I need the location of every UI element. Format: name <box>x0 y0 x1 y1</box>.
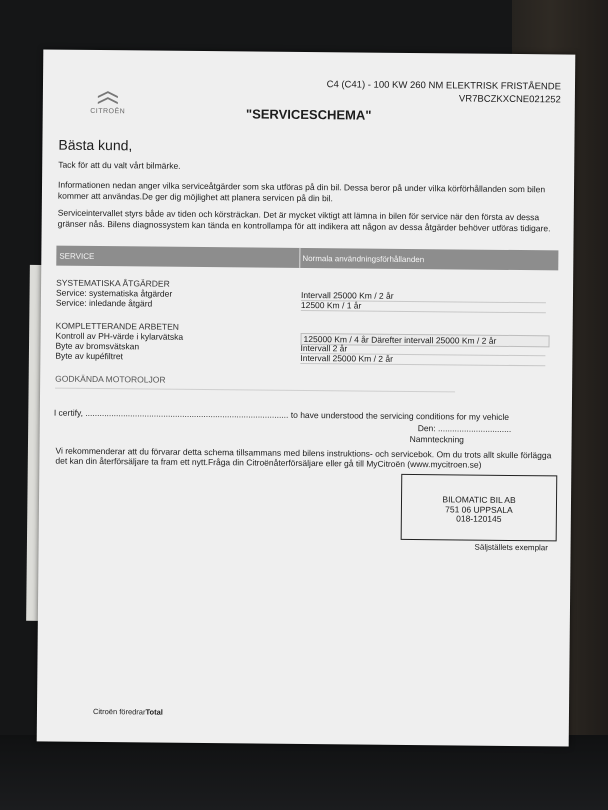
divider <box>55 388 455 393</box>
brand-name: CITROËN <box>90 107 126 116</box>
service-label: Kontroll av PH-värde i kylarvätska <box>55 330 184 342</box>
model-description: C4 (C41) - 100 KW 260 NM ELEKTRISK FRISTÅENDE <box>326 79 562 93</box>
footer-brand: Total <box>145 707 163 717</box>
footer-prefix: Citroën föredrar <box>92 706 146 717</box>
double-chevron-icon <box>96 88 120 106</box>
service-interval: Intervall 25000 Km / 2 år <box>301 290 546 303</box>
complementary-section <box>55 321 557 366</box>
header-service: SERVICE <box>59 251 95 261</box>
dealer-copy-label: Säljställets exemplar <box>474 542 548 553</box>
service-interval: Intervall 25000 Km / 2 år <box>300 353 545 366</box>
certify-statement: I certify, ...................................................................................... to have understood the servicing conditions for my vehicle <box>53 407 510 422</box>
interval-paragraph: Serviceintervallet styrs både av tiden och körsträckan. Det är mycket viktigt att lämna in bilen för service när den första av dessa gränser nås. Bilens diagnossystem kan tända en kontrollampa för att indikera att någon av dessa åtgärder behöver utföras tidigare. <box>57 207 551 233</box>
dealer-address: 751 06 UPPSALA <box>445 503 513 515</box>
header-conditions: Normala användningsförhållanden <box>302 253 425 265</box>
seat-cushion <box>0 735 608 810</box>
service-label: Service: systematiska åtgärder <box>55 287 173 299</box>
recommendation-paragraph: Vi rekommenderar att du förvarar detta schema tillsammans med bilens instruktions- och servicebok. Om du trots allt skulle förlägga det kan din återförsäljare ta fram ett nytt.Fråga din Citroënåterförsäljare eller gå till MyCitroën (www.mycitroen.se) <box>55 445 552 470</box>
approved-oils-title: GODKÄNDA MOTOROLJOR <box>55 373 166 385</box>
service-label: Byte av kupéfiltret <box>55 350 124 362</box>
greeting: Bästa kund, <box>58 136 133 154</box>
info-paragraph: Informationen nedan anger vilka serviceåtgärder som ska utföras på din bil. Dessa beror på under vilka körförhållanden som bilen kommer att användas.De ger dig möjlighet att planera servicen på din bil. <box>57 179 546 203</box>
date-field: Den: ............................... <box>417 423 512 434</box>
vin-number: VR7BCZKXCNE021252 <box>458 93 561 106</box>
service-interval: 125000 Km / 4 år Därefter intervall 25000 Km / 2 år <box>301 333 550 347</box>
service-interval: 12500 Km / 1 år <box>301 300 546 313</box>
document-title: "SERVICESCHEMA" <box>245 106 372 123</box>
signature-label: Namnteckning <box>409 433 465 445</box>
service-schedule-document <box>37 49 576 746</box>
service-label: Service: inledande åtgärd <box>55 297 153 309</box>
dealer-stamp-box <box>401 474 558 541</box>
dealer-phone: 018-120145 <box>456 513 502 524</box>
service-table-header <box>56 246 558 271</box>
service-interval: Intervall 2 år <box>300 343 545 356</box>
dealer-name: BILOMATIC BIL AB <box>442 494 516 506</box>
systematic-section <box>56 278 558 313</box>
section-title: KOMPLETTERANDE ARBETEN <box>55 320 180 332</box>
service-label: Byte av bromsvätskan <box>55 340 140 352</box>
footer <box>93 707 163 717</box>
vehicle-model-info <box>326 78 561 106</box>
section-title: SYSTEMATISKA ÅTGÄRDER <box>56 277 170 289</box>
thanks-text: Tack för att du valt vårt bilmärke. <box>58 159 181 171</box>
